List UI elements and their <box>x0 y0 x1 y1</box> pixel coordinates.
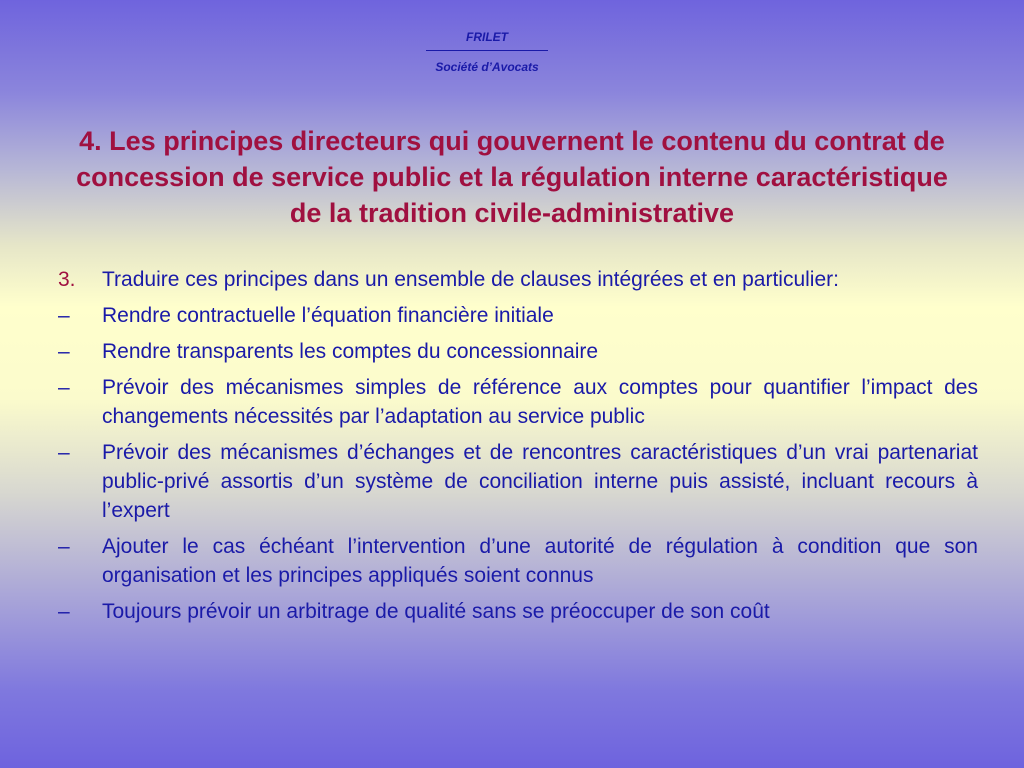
list-marker: 3. <box>58 268 76 291</box>
logo-divider <box>426 50 548 51</box>
list-item-text: Traduire ces principes dans un ensemble de clauses intégrées et en particulier: <box>102 268 839 291</box>
list-item-text: Prévoir des mécanismes simples de référence aux comptes pour quantifier l’impact des changements nécessités par l’adaptation au service public <box>102 376 978 428</box>
list-item <box>58 597 978 626</box>
list-item-text: Toujours prévoir un arbitrage de qualité sans se préoccuper de son coût <box>102 600 770 623</box>
list-item <box>58 373 978 431</box>
list-marker: – <box>58 340 70 363</box>
slide-body <box>58 265 978 633</box>
firm-name: FRILET <box>466 30 508 44</box>
list-marker: – <box>58 441 70 464</box>
slide-title: 4. Les principes directeurs qui gouvernent le contenu du contrat de concession de service public et la régulation interne caractéristique de la tradition civile-administrative <box>76 126 948 228</box>
firm-logo <box>380 30 594 74</box>
list-item <box>58 532 978 590</box>
list-item <box>58 265 978 294</box>
list-item <box>58 438 978 525</box>
list-item-text: Ajouter le cas échéant l’intervention d’une autorité de régulation à condition que son organisation et les principes appliqués soient connus <box>102 535 978 587</box>
list-marker: – <box>58 600 70 623</box>
list-item <box>58 337 978 366</box>
firm-subtitle: Société d’Avocats <box>435 60 539 74</box>
list-item <box>58 301 978 330</box>
list-marker: – <box>58 535 70 558</box>
list-marker: – <box>58 376 70 399</box>
list-item-text: Rendre contractuelle l’équation financière initiale <box>102 304 554 327</box>
list-item-text: Rendre transparents les comptes du concessionnaire <box>102 340 599 363</box>
list-item-text: Prévoir des mécanismes d’échanges et de rencontres caractéristiques d’un vrai partenariat public-privé assortis d’un système de conciliation interne puis assisté, incluant recours à l’expert <box>102 441 978 522</box>
list-marker: – <box>58 304 70 327</box>
